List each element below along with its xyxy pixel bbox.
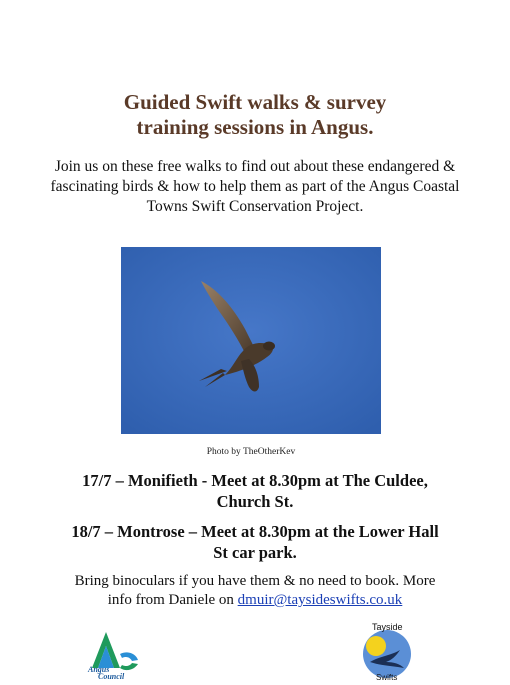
swift-bird-icon	[121, 247, 381, 434]
tayside-swifts-logo-icon	[356, 620, 418, 680]
info-prefix: info from Daniele on	[107, 592, 238, 608]
photo-credit: Photo by TheOtherKev	[206, 447, 296, 457]
event-line: Church St.	[216, 492, 294, 511]
email-link[interactable]: dmuir@taysideswifts.co.uk	[237, 592, 403, 608]
event-montrose	[50, 521, 460, 563]
angus-logo-text-1: Angus	[88, 665, 110, 674]
intro-text: Join us on these free walks to find out about these endangered & fascinating birds & how to help them as part of the Angus Coastal Towns Swift Conservation Project.	[50, 158, 460, 215]
poster-title	[40, 90, 470, 140]
tayside-logo-text-bottom: Swifts	[376, 673, 398, 680]
event-line: 18/7 – Montrose – Meet at 8.30pm at the Lower Hall	[71, 522, 439, 541]
angus-logo-text-2: Council	[98, 672, 125, 680]
info-line-2	[40, 591, 470, 610]
title-line-1: Guided Swift walks & survey	[123, 90, 387, 114]
event-monifieth	[50, 470, 460, 512]
angus-council-logo-icon	[84, 628, 144, 680]
swift-photo	[121, 247, 381, 434]
event-line: 17/7 – Monifieth - Meet at 8.30pm at The Culdee,	[82, 471, 428, 490]
tayside-logo-text-top: Tayside	[372, 622, 403, 632]
title-line-2: training sessions in Angus.	[136, 115, 374, 139]
event-line: St car park.	[213, 543, 297, 562]
info-line-1: Bring binoculars if you have them & no need to book. More	[74, 573, 436, 589]
booking-info	[40, 572, 470, 610]
